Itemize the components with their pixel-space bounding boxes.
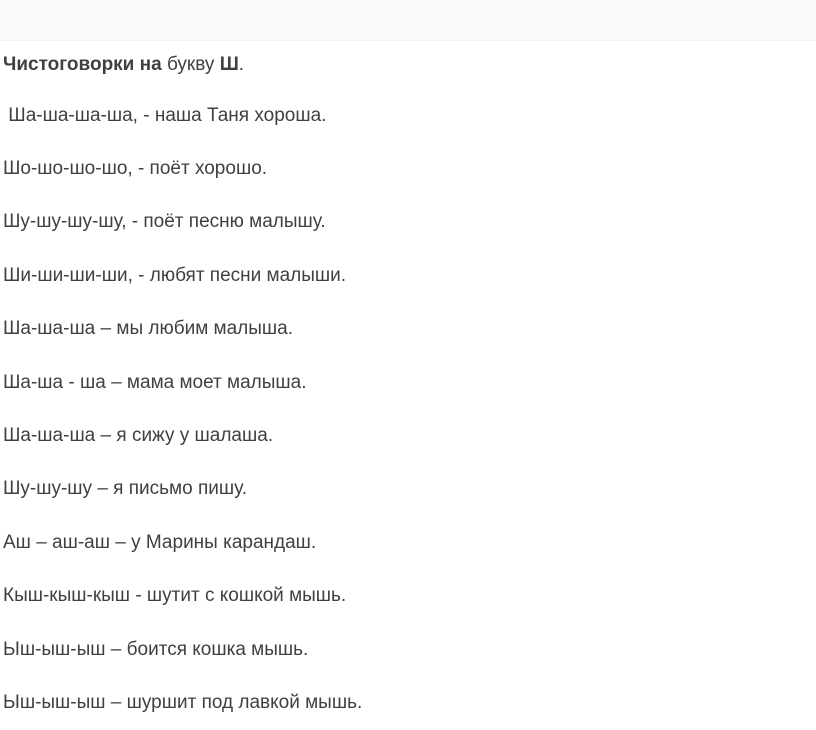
- text-line: Ыш-ыш-ыш – шуршит под лавкой мышь.: [3, 691, 363, 713]
- page-title-suffix: .: [238, 54, 245, 75]
- page-title-bold-prefix: Чистоговорки на: [3, 54, 162, 75]
- text-line: Ша-ша-ша – я сижу у шалаша.: [3, 425, 274, 447]
- text-line: Ша-ша-ша – мы любим малыша.: [3, 318, 294, 340]
- text-line: Ыш-ыш-ыш – боится кошка мышь.: [3, 638, 309, 660]
- text-line: Аш – аш-аш – у Марины карандаш.: [3, 531, 317, 553]
- text-line: Кыш-кыш-кыш - шутит с кошкой мышь.: [3, 585, 347, 607]
- text-line: Ши-ши-ши-ши, - любят песни малыши.: [3, 264, 347, 286]
- page-title: [3, 41, 816, 89]
- page-title-regular-middle: букву: [161, 54, 220, 75]
- page-top-margin-band: [0, 0, 816, 41]
- text-line: Шу-шу-шу-шу, - поёт песню малышу.: [3, 211, 326, 233]
- text-line: Ша-ша-ша-ша, - наша Таня хороша.: [3, 104, 327, 126]
- text-line: Ша-ша - ша – мама моет малыша.: [3, 371, 307, 393]
- text-line: Шо-шо-шо-шо, - поёт хорошо.: [3, 158, 268, 180]
- document-page: [3, 41, 816, 730]
- text-line: Шу-шу-шу – я письмо пишу.: [3, 478, 247, 500]
- page-title-bold-letter: Ш: [219, 54, 239, 75]
